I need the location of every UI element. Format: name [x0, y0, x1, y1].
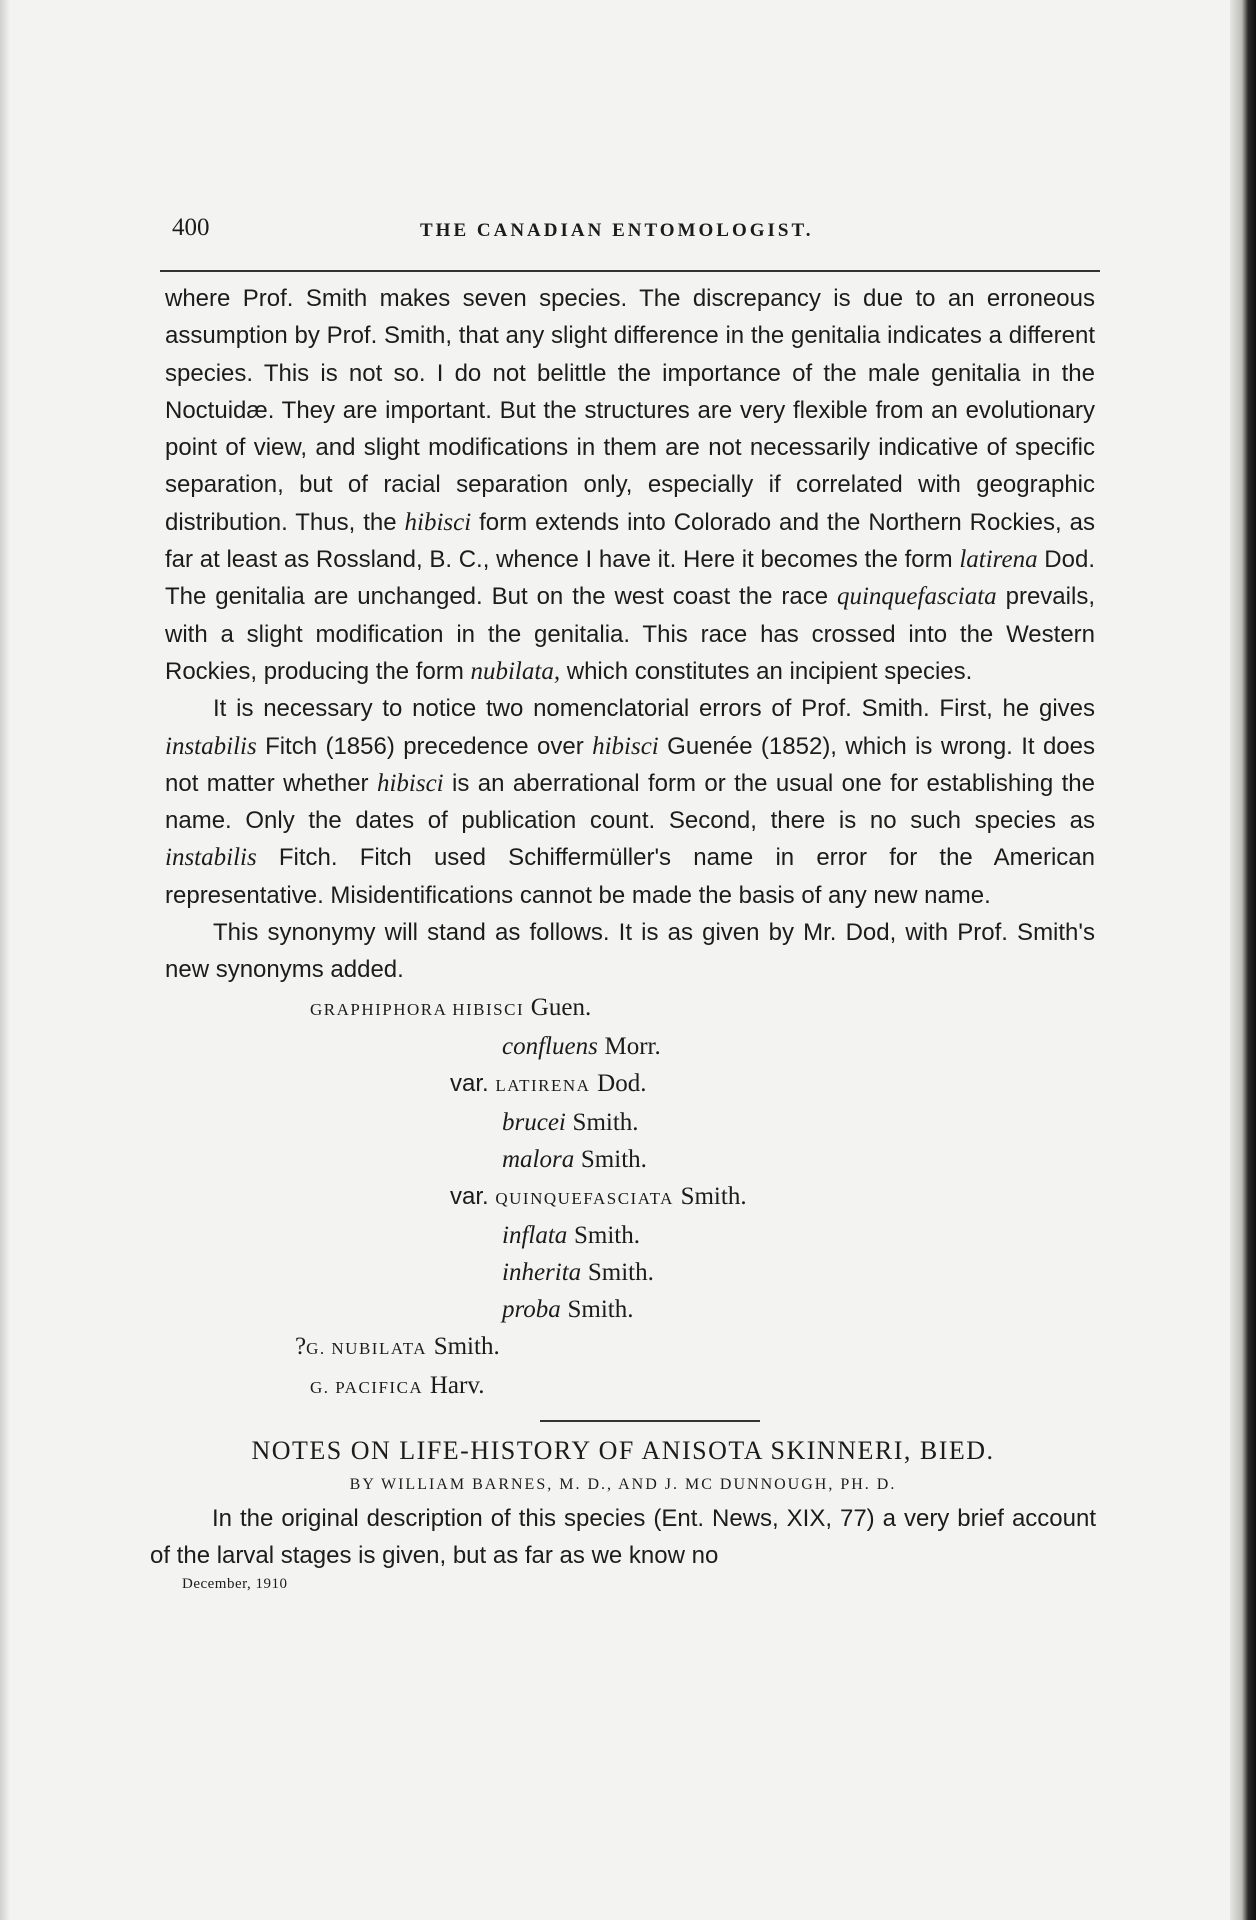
synonymy-line — [165, 1291, 1095, 1328]
page-header — [150, 200, 1096, 240]
synonymy-line: ?G. NUBILATA Smith. — [295, 1332, 500, 1360]
running-title: THE CANADIAN ENTOMOLOGIST. — [420, 220, 814, 241]
journal-page — [150, 200, 1096, 1593]
italic-species-name: instabilis — [165, 732, 257, 760]
variety-smallcaps: QUINQUEFASCIATA — [495, 1188, 674, 1208]
synonymy-line — [165, 1254, 1095, 1291]
synonym-italic: proba — [502, 1295, 561, 1323]
author: Smith. — [433, 1332, 500, 1360]
page-number: 400 — [172, 214, 210, 241]
text-run: Dod. The genitalia are unchanged. But on the west coast the race — [165, 546, 1095, 611]
synonym-italic: malora — [502, 1145, 575, 1173]
synonymy-line — [165, 1217, 1095, 1254]
synonymy-line: var. LATIRENA Dod. — [450, 1069, 647, 1097]
header-rule — [160, 270, 1100, 272]
author: Smith. — [580, 1145, 647, 1173]
paragraph-2 — [165, 690, 1095, 914]
paragraph-1 — [165, 280, 1095, 690]
synonymy-line: var. QUINQUEFASCIATA Smith. — [450, 1182, 747, 1210]
synonym-italic: inherita — [502, 1258, 582, 1286]
species-smallcaps: G. PACIFICA — [310, 1377, 424, 1397]
article-byline: BY WILLIAM BARNES, M. D., AND J. MC DUNNOUGH, PH. D. — [349, 1475, 897, 1493]
synonymy-line — [165, 1104, 1095, 1141]
italic-species-name: nubilata, — [470, 657, 561, 685]
article-title: NOTES ON LIFE-HISTORY OF ANISOTA SKINNERI, BIED. — [251, 1435, 995, 1465]
text-run: is an aberrational form or the usual one for establishing the name. Only the dates of publication count. Second, there is no such species as — [165, 769, 1095, 835]
synonymy-line — [165, 1028, 1095, 1065]
text-run: where Prof. Smith makes seven species. The discrepancy is due to an erroneous assumption by Prof. Smith, that any slight difference in the genitalia indicates a different species. This is not so. I do not belittle the importance of the male genitalia in the Noctuidæ. They are important. But the structures are very flexible from an evolutionary point of view, and slight modifications in them are not necessarily indicative of specific separation, but of racial separation only, especially if correlated with geographic distribution. Thus, the — [165, 285, 1095, 536]
synonymy-line — [165, 1141, 1095, 1178]
article-body — [150, 280, 1095, 1406]
paragraph-3: This synonymy will stand as follows. It is as given by Mr. Dod, with Prof. Smith's new synonyms added. — [165, 919, 1095, 984]
species-smallcaps: G. NUBILATA — [306, 1338, 428, 1358]
synonym-italic: brucei — [502, 1108, 566, 1136]
synonymy-list — [165, 989, 1095, 1406]
text-run: Fitch. Fitch used Schiffermüller's name in error for the American representative. Misidentifications cannot be made the basis of any new name. — [165, 844, 1095, 909]
author: Harv. — [429, 1371, 485, 1399]
synonym-italic: inflata — [502, 1221, 568, 1249]
italic-species-name: hibisci — [376, 769, 444, 797]
footer-date: December, 1910 — [182, 1575, 288, 1592]
text-run: which constitutes an incipient species. — [560, 657, 973, 685]
paragraph-article-1: In the original description of this species (Ent. News, XIX, 77) a very brief account of the larval stages is given, but as far as we know no — [150, 1504, 1096, 1569]
genus-species-smallcaps: GRAPHIPHORA HIBISCI — [310, 999, 525, 1019]
section-rule — [540, 1420, 760, 1422]
author: Smith. — [587, 1258, 654, 1286]
synonymy-line — [165, 989, 1095, 1028]
author: Morr. — [604, 1032, 661, 1060]
text-run: prevails, with a slight modification in the genitalia. This race has crossed into the Western Rockies, producing the form — [165, 583, 1095, 685]
author: Smith. — [573, 1221, 640, 1249]
article-body-2 — [150, 1500, 1096, 1574]
text-run: form extends into Colorado and the Northern Rockies, as far at least as Rossland, B. C., whence I have it. Here it becomes the form — [165, 508, 1095, 574]
text-run: It is necessary to notice two nomenclatorial errors of Prof. Smith. First, he gives — [213, 695, 1095, 723]
variety-smallcaps: LATIRENA — [495, 1075, 591, 1095]
synonymy-line — [165, 1367, 1095, 1406]
italic-species-name: hibisci — [592, 732, 659, 760]
italic-species-name: instabilis — [165, 844, 257, 872]
author: Dod. — [597, 1069, 647, 1097]
italic-species-name: latirena — [959, 546, 1038, 574]
author: Smith. — [572, 1108, 639, 1136]
author: Smith. — [680, 1182, 747, 1210]
scan-edge-right — [1230, 0, 1256, 1920]
italic-species-name: hibisci — [404, 508, 472, 536]
author: Smith. — [567, 1295, 634, 1323]
scan-edge-left — [0, 0, 10, 1920]
italic-species-name: quinquefasciata — [836, 583, 997, 611]
text-run: Guenée (1852), which is wrong. It does not matter whether — [165, 732, 1095, 797]
text-run: Fitch (1856) precedence over — [256, 732, 593, 760]
author: Guen. — [530, 993, 592, 1021]
synonym-italic: confluens — [502, 1032, 598, 1060]
